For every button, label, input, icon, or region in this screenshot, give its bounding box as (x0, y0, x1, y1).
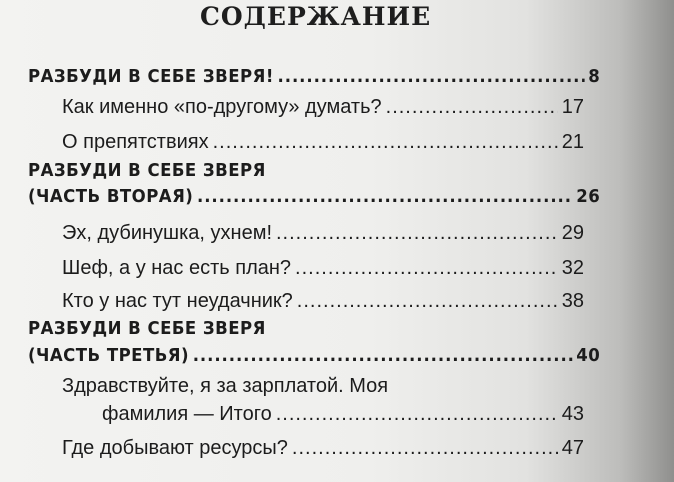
leader-dots (276, 403, 558, 426)
toc-entry-page: 21 (561, 131, 584, 153)
toc-entry-sub (62, 131, 584, 161)
toc-entry-sub (62, 96, 584, 126)
toc-entry-page: 40 (576, 345, 601, 366)
toc-entry-page: 26 (576, 186, 601, 207)
toc-entry-title: фамилия — Итого (102, 403, 272, 425)
toc-entry-title: Эх, дубинушка, ухнем! (62, 222, 272, 244)
toc-entry-sub (102, 403, 584, 433)
toc-entry-page: 43 (561, 403, 584, 425)
leader-dots (386, 96, 558, 119)
leader-dots (276, 222, 558, 245)
toc-entry-sub (62, 290, 584, 320)
leader-dots (295, 257, 558, 280)
toc-entry-title: Как именно «по-другому» думать? (62, 96, 382, 118)
leader-dots (297, 290, 558, 313)
toc-entry-title: (ЧАСТЬ ВТОРАЯ) (28, 186, 194, 207)
toc-entry-page: 8 (588, 66, 601, 87)
toc-entry-sub (62, 222, 584, 252)
toc-entry-sub (62, 257, 584, 287)
toc-entry-title: О препятствиях (62, 131, 209, 153)
leader-dots (193, 345, 573, 366)
leader-dots (213, 131, 558, 154)
toc-entry-section-3-line1: РАЗБУДИ В СЕБЕ ЗВЕРЯ (28, 318, 266, 339)
contents-title: СОДЕРЖАНИЕ (200, 2, 432, 31)
toc-entry-page: 17 (561, 96, 584, 118)
toc-entry-sub-line1: Здравствуйте, я за зарплатой. Моя (62, 375, 389, 397)
leader-dots (197, 186, 573, 207)
toc-entry-title: (ЧАСТЬ ТРЕТЬЯ) (28, 345, 190, 366)
toc-entry-title: РАЗБУДИ В СЕБЕ ЗВЕРЯ! (28, 66, 274, 87)
leader-dots (278, 66, 585, 87)
toc-entry-page: 29 (561, 222, 584, 244)
leader-dots (292, 437, 558, 460)
toc-entry-title: Где добывают ресурсы? (62, 437, 288, 459)
toc-entry-page: 32 (561, 257, 584, 279)
toc-entry-section-3 (28, 345, 600, 375)
toc-entry-sub (62, 437, 584, 467)
toc-entry-section-2 (28, 186, 600, 216)
toc-entry-title: Кто у нас тут неудачник? (62, 290, 293, 312)
toc-entry-title: Шеф, а у нас есть план? (62, 257, 292, 279)
toc-entry-page: 47 (561, 437, 584, 459)
toc-entry-page: 38 (561, 290, 584, 312)
toc-entry-section-1 (28, 66, 600, 96)
toc-entry-section-2-line1: РАЗБУДИ В СЕБЕ ЗВЕРЯ (28, 160, 266, 181)
